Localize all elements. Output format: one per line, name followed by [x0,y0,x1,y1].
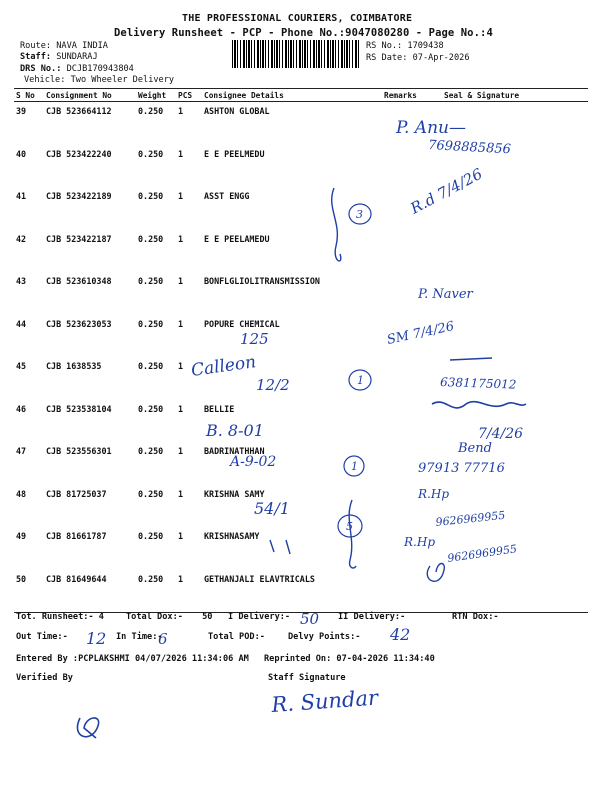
cell-sno: 45 [16,361,27,371]
table-row [14,145,588,188]
total-dox [126,612,212,622]
hw-staff-signature: R. Sundar [270,685,379,717]
staff-value: SUNDARAJ [56,52,98,62]
cell-pcs: 1 [178,148,184,159]
i-delivery-label: I Delivery:- [228,612,291,622]
cell-consignee [202,357,382,400]
hw-note-45b: 12/2 [256,376,290,394]
route-label: Route: [20,41,52,51]
cell-consignment: CJB 523610348 [46,276,112,286]
hw-circle-count-4: 5 [346,520,353,533]
reprinted-on: Reprinted On: 07-04-2026 11:34:40 [264,654,435,664]
cell-pcs: 1 [178,446,184,456]
rs-no-line [366,41,444,51]
cell-consignee: BONFLGLIOLITRANSMISSION [204,276,320,286]
delvy-points-label: Delvy Points:- [288,632,361,642]
hw-signature-39: P. Anu— [396,118,466,138]
hw-note-44b: SM 7/4/26 [385,319,456,348]
hw-signature-41: R.d 7/4/26 [407,164,486,218]
total-pod-label: Total POD:- [208,632,265,642]
cell-consignee: KRISHNASAMY [204,531,260,541]
cell-seal [442,187,588,230]
col-consignee: Consignee Details [202,89,382,102]
table-row [14,187,588,230]
tot-runsheet [16,612,104,622]
rs-no-label: RS No.: [366,41,403,51]
hw-note-46a: B. 8-01 [206,421,264,440]
col-remarks: Remarks [382,89,442,102]
table-row [14,272,588,315]
cell-weight: 0.250 [138,233,164,244]
hw-in-time: 6 [158,630,168,648]
cell-sno: 42 [16,233,27,244]
out-time-label: Out Time:- [16,632,68,642]
rs-no-value: 1709438 [407,41,444,51]
cell-weight: 0.250 [138,191,164,201]
cell-consignment: CJB 523556301 [46,446,112,456]
cell-consignment: CJB 1638535 [46,361,102,371]
rs-date-value: 07-Apr-2026 [412,53,470,63]
hw-out-time: 12 [86,629,107,648]
drs-label: DRS No.: [20,64,62,74]
cell-remarks [382,357,442,400]
cell-pcs: 1 [176,570,202,613]
cell-consignment: CJB 523623053 [46,318,112,329]
cell-weight: 0.250 [138,488,164,499]
cell-remarks [382,145,442,188]
col-sno: S No [14,89,44,102]
cell-pcs: 1 [178,106,184,116]
hw-note-48a: 54/1 [254,499,290,518]
cell-pcs: 1 [178,276,184,286]
vehicle-label: Vehicle: [24,75,66,85]
cell-pcs: 1 [178,361,184,371]
cell-seal [442,570,588,613]
cell-remarks [382,315,442,358]
table-row [14,570,588,613]
ii-delivery-label: II Delivery:- [338,612,406,622]
rs-date-label: RS Date: [366,53,408,63]
cell-remarks [382,230,442,273]
hw-circle-count-2: 1 [357,374,364,387]
table-row [14,315,588,358]
cell-pcs: 1 [178,403,184,414]
col-pcs: PCS [176,89,202,102]
cell-sno: 50 [14,570,44,613]
rtn-dox-label: RTN Dox:- [452,612,499,622]
cell-consignment: CJB 523664112 [46,106,112,116]
hw-phone-39: 7698885856 [427,138,512,158]
staff-line [20,52,98,62]
vehicle-line [24,75,174,85]
cell-remarks [382,527,442,570]
cell-seal [442,442,588,485]
cell-pcs: 1 [178,488,184,499]
cell-sno: 48 [16,488,27,499]
rs-date-line [366,53,470,63]
cell-weight: 0.250 [138,361,164,371]
col-consignment: Consignment No [44,89,136,102]
cell-consignee: KRISHNA SAMY [204,488,265,499]
cell-weight: 0.250 [138,106,164,116]
cell-weight: 0.250 [136,570,176,613]
cell-seal [442,145,588,188]
table-row [14,442,588,485]
cell-consignee: E E PEELMEDU [204,148,265,159]
cell-sno: 47 [16,446,27,456]
cell-pcs: 1 [178,318,184,329]
cell-consignee: E E PEELAMEDU [204,233,270,244]
col-weight: Weight [136,89,176,102]
cell-sno: 41 [16,191,27,201]
cell-pcs: 1 [178,531,184,541]
cell-consignment: CJB 81649644 [44,570,136,613]
tot-runsheet-value: 4 [98,612,104,622]
route-line [20,41,108,51]
barcode-image [232,40,360,68]
staff-label: Staff: [20,52,52,62]
table-row [14,400,588,443]
table-header-row [14,89,588,102]
cell-consignment: CJB 81661787 [46,531,107,541]
hw-phone-47: 97913 77716 [418,461,505,476]
hw-phone-48: 9626969955 [434,508,506,529]
cell-consignment: CJB 523422189 [46,191,112,201]
cell-pcs: 1 [178,191,184,201]
company-title: THE PROFESSIONAL COURIERS, COIMBATORE [182,13,413,24]
entered-by: Entered By :PCPLAKSHMI 04/07/2026 11:34:06 AM [16,654,249,664]
cell-consignment: CJB 523538104 [46,403,112,414]
cell-sno: 46 [16,403,27,414]
cell-seal [442,400,588,443]
cell-seal [442,485,588,528]
drs-line [20,64,134,74]
runsheet-table [14,88,588,613]
total-dox-value: 50 [202,612,213,622]
cell-consignee: ASHTON GLOBAL [204,106,270,116]
cell-remarks [382,272,442,315]
route-value: NAVA INDIA [56,41,108,51]
cell-consignee: GETHANJALI ELAVTRICALS [202,570,382,613]
cell-seal [442,272,588,315]
hw-note-44a: 125 [240,330,269,348]
hw-delivery-points: 42 [390,625,411,644]
hw-signature-43: P. Naver [418,287,473,302]
verified-by-label: Verified By [16,673,73,683]
cell-pcs: 1 [178,233,184,244]
cell-weight: 0.250 [138,148,164,159]
cell-remarks [382,102,442,145]
table-row [14,527,588,570]
hw-note-45a: Calleon [189,352,258,381]
hw-circle-count-1: 3 [356,208,363,221]
cell-seal [442,102,588,145]
staff-signature-label: Staff Signature [268,673,346,683]
hw-circle-count-3: 1 [351,460,358,473]
in-time-label: In Time:- [116,632,163,642]
table-row [14,230,588,273]
cell-consignee: BELLIE [204,403,235,414]
table-row [14,102,588,145]
cell-consignee: POPURE CHEMICAL [204,318,280,329]
hw-signature-47: Bend [458,441,492,456]
cell-sno: 49 [16,531,27,541]
cell-sno: 39 [16,106,27,116]
hw-verified-mark [77,718,98,738]
runsheet-subtitle: Delivery Runsheet - PCP - Phone No.:9047080280 - Page No.:4 [114,27,493,39]
cell-weight: 0.250 [138,531,164,541]
cell-consignee: ASST ENGG [204,191,250,201]
cell-seal [442,527,588,570]
cell-sno: 43 [16,276,27,286]
col-seal-signature: Seal & Signature [442,89,588,102]
vehicle-value: Two Wheeler Delivery [70,75,175,85]
cell-sno: 40 [16,148,27,159]
cell-remarks [382,400,442,443]
tot-runsheet-label: Tot. Runsheet:- [16,612,94,622]
cell-seal [439,357,588,400]
hw-total-delivered: 50 [300,610,320,628]
table-row [14,485,588,528]
cell-weight: 0.250 [138,446,164,456]
hw-note-47a: A-9-02 [230,454,277,470]
cell-remarks [382,570,442,613]
cell-remarks [382,442,442,485]
total-dox-label: Total Dox:- [126,612,183,622]
table-row [14,357,588,400]
hw-phone-45: 6381175012 [439,375,517,392]
cell-remarks [382,485,442,528]
hw-signature-49: R.Hp [404,535,435,549]
hw-signature-46: 7/4/26 [478,426,524,442]
cell-weight: 0.250 [138,403,164,414]
drs-value: DCJB170943804 [66,64,134,74]
cell-consignment: CJB 523422187 [46,233,112,244]
hw-phone-49: 9626969955 [446,542,518,565]
cell-sno: 44 [16,318,27,329]
cell-weight: 0.250 [138,276,164,286]
cell-weight: 0.250 [138,318,164,329]
cell-seal [442,230,588,273]
cell-seal [442,315,588,358]
cell-consignment: CJB 523422240 [46,148,112,159]
hw-signature-48: R.Hp [418,487,449,501]
cell-consignee: BADRINATHHAN [204,446,265,456]
cell-remarks [382,187,442,230]
cell-consignment: CJB 81725037 [46,488,107,499]
